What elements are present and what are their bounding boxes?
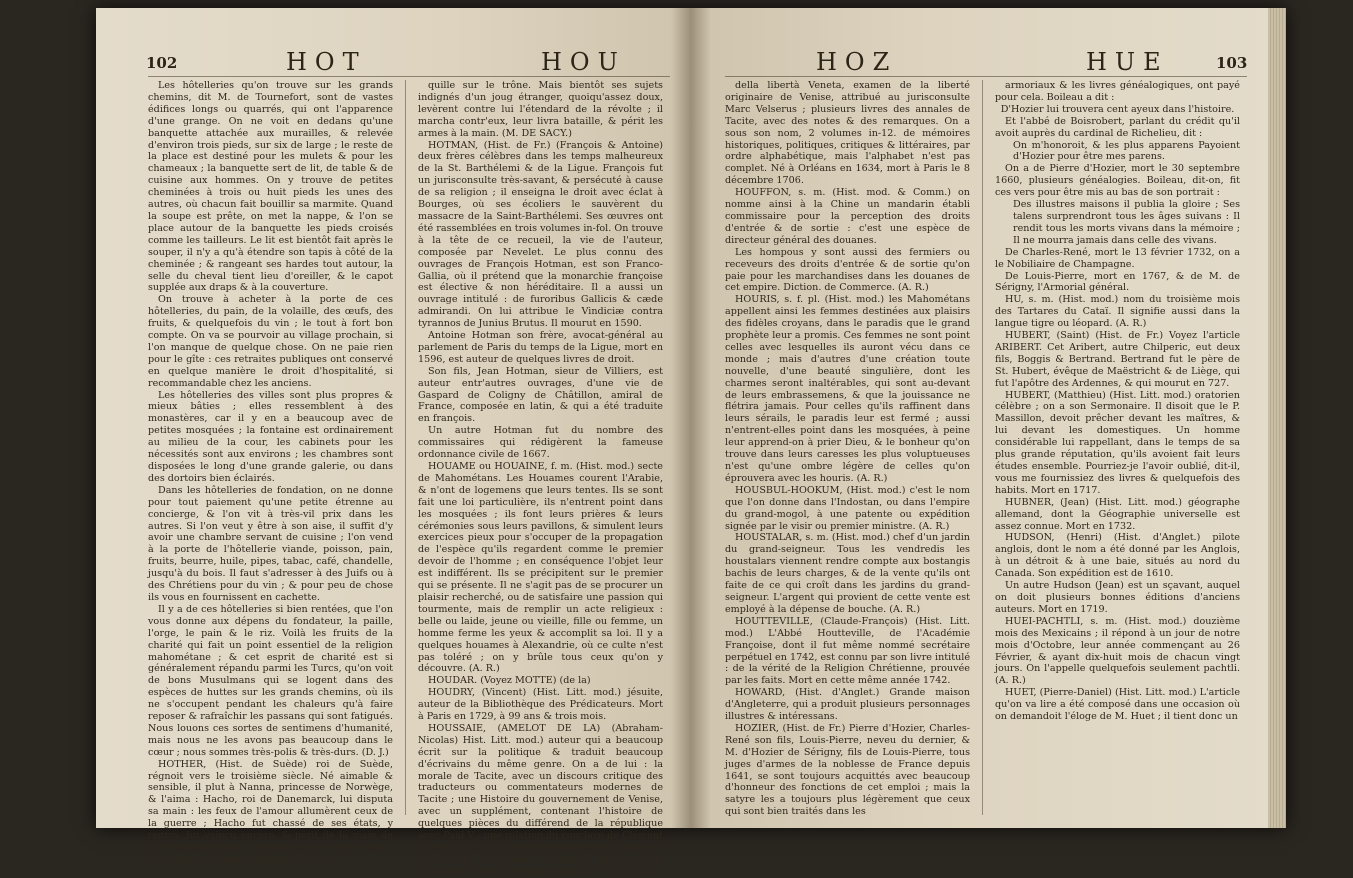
text-paragraph: HOUAME ou HOUAINE, f. m. (Hist. mod.) secte de Mahométans. Les Houames courent l'Arabie, & n'ont de logemens que leurs tentes. Ils se sont fait une loi particulière, ils n'entrent point dans les mosquées ; ils font leurs prières & leurs cérémonies sous leurs pavillons, & simulent leurs exercices pieux pour s'occuper de la propagation de l'espèce qu'ils regardent comme le premier devoir de l'homme ; en conséquence l'objet leur est indifférent. Ils se précipitent sur le premier qui se présente. Il ne s'agit pas de se procurer un plaisir recherché, ou de satisfaire une passion qui tourmente, mais de remplir un acte religieux : belle ou laide, jeune ou vieille, fille ou femme, un homme ferme les yeux & accomplit sa loi. Il y a quelques houames à Alexandrie, où ce culte n'est pas toléré ; on y brûle tous ceux qu'on y découvre. (A. R.): [418, 461, 663, 675]
text-paragraph: HOZIER, (Hist. de Fr.) Pierre d'Hozier, Charles-René son fils, Louis-Pierre, neveu du dernier, & M. d'Hozier de Sérigny, fils de Louis-Pierre, tous juges d'armes de la noblesse de France depuis 1641, se sont toujours acquittés avec beaucoup d'honneur des fonctions de cet emploi ; mais la satyre les a toujours plus légèrement que ceux qui sont bien traités dans les: [725, 722, 970, 818]
text-paragraph: armoriaux & les livres généalogiques, ont payé pour cela. Boileau a dit :: [995, 80, 1240, 103]
right-running-head-1: HOZ: [816, 48, 898, 76]
text-paragraph: De Charles-René, mort le 13 février 1732, on a le Nobiliaire de Champagne.: [995, 246, 1240, 270]
left-running-head-2: HOU: [541, 48, 626, 76]
left-page: [96, 8, 691, 877]
text-paragraph: HOURIS, s. f. pl. (Hist. mod.) les Mahométans appellent ainsi les femmes destinées aux plaisirs des fidèles croyans, dans le paradis que le grand prophète leur a promis. Ces femmes ne sont point celles avec lesquelles ils auront vécu dans ce monde ; mais d'autres d'une création toute nouvelle, d'une beauté singulière, dont les charmes seront inaltérables, qui sont au-devant de leurs embrassemens, & que la jouissance ne flétrira jamais. Pour celles qu'ils raffinent dans leurs sérails, le paradis leur est fermé ; aussi n'entrent-elles point dans les mosquées, à peine leur apprend-on à prier Dieu, & le bonheur qu'on trouve dans leurs caresses les plus voluptueuses n'est qu'une ombre légère de celles qu'on éprouvera avec les houris. (A. R.): [725, 294, 970, 484]
text-paragraph: HUEI-PACHTLI, s. m. (Hist. mod.) douzième mois des Mexicains ; il répond à un jour de notre mois d'Octobre, leur année commençant au 26 Février, & ayant dix-huit mois de chacun vingt jours. On l'appelle quelquefois seulement pachtli. (A. R.): [995, 615, 1240, 687]
text-paragraph: Les hompous y sont aussi des fermiers ou receveurs des droits d'entrée & de sortie qu'on paie pour les marchandises dans les douanes de cet empire. Diction. de Commerce. (A. R.): [725, 246, 970, 294]
text-paragraph: De Louis-Pierre, mort en 1767, & de M. de Sérigny, l'Armorial général.: [995, 270, 1240, 294]
text-paragraph: Les hôtelleries qu'on trouve sur les grands chemins, dit M. de Tournefort, sont de vastes édifices longs ou quarrés, qui ont l'apparence d'une grange. On ne voit en dedans qu'une banquette attachée aux murailles, & relevée d'environ trois pieds, sur six de large ; le reste de la place est destiné pour les mulets & pour les chameaux ; la banquette sert de lit, de table & de cuisine aux hommes. On y trouve de petites cheminées à trois ou huit pieds les unes des autres, où chacun fait bouillir sa marmite. Quand la soupe est prête, on met la nappe, & l'on se place autour de la banquette les pieds croisés comme les tailleurs. Le lit est bientôt fait après le souper, il n'y a qu'à étendre son tapis à côté de la cheminée ; & rangeant ses hardes tout autour, la selle du cheval tient lieu d'oreiller, & le capot supplée aux draps & à la couverture.: [148, 80, 393, 294]
left-column-divider: [405, 80, 406, 815]
right-column-b: [995, 80, 1240, 815]
left-page-number: 102: [146, 54, 178, 72]
text-paragraph: On m'honoroit, & les plus apparens Payoient d'Hozier pour être mes parens.: [1013, 139, 1240, 163]
text-paragraph: HOUSTALAR, s. m. (Hist. mod.) chef d'un jardin du grand-seigneur. Tous les vendredis les houstalars viennent rendre compte aux bostangis bachis de leurs charges, & de la vente qu'ils ont faite de ce qui croît dans les jardins du grand-seigneur. L'argent qui provient de cette vente est employé à la dépense de bouche. (A. R.): [725, 532, 970, 615]
text-paragraph: Des illustres maisons il publia la gloire ; Ses talens surprendront tous les âges suivans : Il rendit tous les morts vivans dans la mémoire ; Il ne mourra jamais dans celle des vivans.: [1013, 199, 1240, 246]
text-paragraph: Dans les hôtelleries de fondation, on ne donne pour tout paiement qu'une petite étrenne au concierge, & l'on vit à très-vil prix dans les autres. Si l'on veut y être à son aise, il suffit d'y avoir une chambre servant de cuisine ; l'on vend à la porte de l'hôtellerie viande, poisson, pain, fruits, beurre, huile, pipes, tabac, café, chandelle, jusqu'à du bois. Il faut s'adresser à des Juifs ou à des Chrétiens pour du vin ; & pour peu de chose ils vous en fournissent en cachette.: [148, 484, 393, 603]
text-paragraph: On a de Pierre d'Hozier, mort le 30 septembre 1660, plusieurs généalogies. Boileau, dit-on, fit ces vers pour être mis au bas de son portrait :: [995, 163, 1240, 199]
text-paragraph: Un autre Hotman fut du nombre des commissaires qui rédigèrent la fameuse ordonnance civile de 1667.: [418, 425, 663, 461]
text-paragraph: Les hôtelleries des villes sont plus propres & mieux bâties ; elles ressemblent à des monastères, car il y en a beaucoup avec de petites mosquées ; la fontaine est ordinairement au milieu de la cour, les cabinets pour les nécessités sont aux environs ; les chambres sont disposées le long d'une grande galerie, ou dans des dortoirs bien éclairés.: [148, 389, 393, 484]
text-paragraph: HUBERT, (Matthieu) (Hist. Litt. mod.) oratorien célèbre ; on a son Sermonaire. Il disoit que le P. Massillon, devoit prêcher devant les maîtres, & lui devant les domestiques. Un homme considérable lui rappellant, dans le temps de sa plus grande réputation, qu'ils avoient fait leurs études ensemble. Pourriez-je l'avoir oublié, dit-il, vous me fournissiez des livres & quelquefois des habits. Mort en 1717.: [995, 389, 1240, 496]
text-paragraph: HOUSBUL-HOOKUM, (Hist. mod.) c'est le nom que l'on donne dans l'Indostan, ou dans l'empire du grand-mogol, à une patente ou expédition signée par le visir ou premier ministre. (A. R.): [725, 484, 970, 532]
right-page: [691, 8, 1286, 828]
right-running-head-2: HUE: [1086, 48, 1169, 76]
text-paragraph: HOUSSAIE, (AMELOT DE LA) (Abraham-Nicolas) Hist. Litt. mod.) auteur qui a beaucoup écrit sur la politique & traduit beaucoup d'écrivains du même genre. On a de lui : la morale de Tacite, avec un discours critique des traducteurs ou commentateurs modernes de Tacite ; une Histoire du gouvernement de Venise, avec un supplément, contenant l'histoire de quelques pièces du différend de la république avec Paul V ; une relation du conclave de Clément X, en 1670. Il a traduit l'histoire du concile de Trente, de Fra-Paolo ; l'Homme de Cour de Balthasar Gracian, jésuite espagnol ; le Squittinio: [418, 722, 663, 877]
text-paragraph: Son fils, Jean Hotman, sieur de Villiers, est auteur entr'autres ouvrages, d'une vie de Gaspard de Coligny de Châtillon, amiral de France, composée en latin, & qui a été traduite en françois.: [418, 365, 663, 425]
text-paragraph: HUBNER, (Jean) (Hist. Litt. mod.) géographe allemand, dont la Géographie universelle est assez connue. Mort en 1732.: [995, 496, 1240, 532]
text-paragraph: HOTMAN, (Hist. de Fr.) (François & Antoine) deux frères célèbres dans les temps malheureux de la St. Barthélemi & de la Ligue. François fut un jurisconsulte très-savant, & persécuté à cause de sa religion ; il enseigna le droit avec éclat à Bourges, où ses écoliers le sauvèrent du massacre de la Saint-Barthélemi. Ses œuvres ont été rassemblées en trois volumes in-fol. On trouve à la tête de ce recueil, la vie de l'auteur, composée par Nevelet. Le plus connu des ouvrages de François Hotman, est son Franco-Gallia, où il prétend que la monarchie françoise est élective & non héréditaire. Il a aussi un ouvrage intitulé : de furoribus Gallicis & cæde admirandi. On lui attribue le Vindiciæ contra tyrannos de Junius Brutus. Il mourut en 1590.: [418, 139, 663, 330]
text-paragraph: HU, s. m. (Hist. mod.) nom du troisième mois des Tartares du Cataï. Il signifie aussi dans la langue tigre ou léopard. (A. R.): [995, 294, 1240, 330]
right-column-a: [725, 80, 970, 818]
left-page-header: [146, 48, 666, 78]
text-paragraph: On trouve à acheter à la porte de ces hôtelleries, du pain, de la volaille, des œufs, des fruits, & quelquefois du vin ; le tout à fort bon compte. On va se pourvoir au village prochain, si l'on manque de quelque chose. On ne paie rien pour le gîte : ces retraites publiques ont conservé en quelque manière le droit d'hospitalité, si recommandable chez les anciens.: [148, 294, 393, 389]
text-paragraph: HUDSON, (Henri) (Hist. d'Anglet.) pilote anglois, dont le nom a été donné par les Anglois, à un détroit & à une baie, situés au nord du Canada. Son expédition est de 1610.: [995, 532, 1240, 580]
text-paragraph: Il y a de ces hôtelleries si bien rentées, que l'on vous donne aux dépens du fondateur, la paille, l'orge, le pain & le riz. Voilà les fruits de la charité qui fait un point essentiel de la religion mahométane ; & cet esprit de charité est si généralement répandu parmi les Turcs, qu'on voit de bons Musulmans qui se logent dans des espèces de huttes sur les grands chemins, où ils ne s'occupent pendant les chaleurs qu'à faire reposer & rafraîchir les passans qui sont fatigués. Nous louons ces sortes de sentimens d'humanité, mais nous ne les avons pas beaucoup dans le cœur ; nous sommes très-polis & très-durs. (D. J.): [148, 603, 393, 758]
text-paragraph: HOUDRY, (Vincent) (Hist. Litt. mod.) jésuite, auteur de la Bibliothèque des Prédicateurs. Mort à Paris en 1729, à 99 ans & trois mois.: [418, 687, 663, 723]
text-paragraph: HUET, (Pierre-Daniel) (Hist. Litt. mod.) L'article qu'on va lire a été composé dans une occasion où on demandoit l'éloge de M. Huet ; il tient donc un: [995, 687, 1240, 723]
text-paragraph: HOUFFON, s. m. (Hist. mod. & Comm.) on nomme ainsi à la Chine un mandarin établi commissaire pour la perception des droits d'entrée & de sortie : c'est une espèce de directeur général des douanes.: [725, 187, 970, 246]
text-paragraph: Un autre Hudson (Jean) est un sçavant, auquel on doit plusieurs bonnes éditions d'anciens auteurs. Mort en 1719.: [995, 580, 1240, 615]
open-book: [96, 8, 1286, 877]
text-paragraph: HOWARD, (Hist. d'Anglet.) Grande maison d'Angleterre, qui a produit plusieurs personnages illustres & intéressans.: [725, 687, 970, 723]
right-header-rule: [725, 76, 1247, 77]
left-column-b: [418, 80, 663, 877]
text-paragraph: HOTHER, (Hist. de Suède) roi de Suède, régnoit vers le troisième siècle. Né aimable & sensible, il plut à Nanna, princesse de Norwège, & l'aima : Hacho, roi de Danemarck, lui disputa sa main : les feux de l'amour allumèrent ceux de la guerre ; Hacho fut chassé de ses états, y rentra, fut vaincu encore, & périt de la main de son heureux rival ; Fridlef eut le même sort : l'usurpateur demeura long-temps tran-: [148, 758, 393, 865]
text-paragraph: Antoine Hotman son frère, avocat-général au parlement de Paris du temps de la Ligue, mort en 1596, est auteur de quelques livres de droit.: [418, 330, 663, 365]
left-running-head-1: HOT: [286, 48, 367, 76]
text-paragraph: Et l'abbé de Boisrobert, parlant du crédit qu'il avoit auprès du cardinal de Richelieu, dit :: [995, 115, 1240, 139]
left-column-a: [148, 80, 393, 865]
left-page-columns: [148, 80, 670, 877]
left-header-rule: [148, 76, 670, 77]
right-page-header: [726, 48, 1246, 78]
text-paragraph: HOUDAR. (Voyez MOTTE) (de la): [428, 675, 591, 687]
right-page-number: 103: [1216, 54, 1248, 72]
book-edge-right: [1268, 8, 1286, 828]
text-paragraph: D'Hozier lui trouvera cent ayeux dans l'histoire.: [1000, 103, 1235, 115]
text-paragraph: HUBERT, (Saint) (Hist. de Fr.) Voyez l'article ARIBERT. Cet Aribert, autre Chilperic, eut deux fils, Boggis & Bertrand. Bertrand fut le père de St. Hubert, évêque de Maëstricht & de Liège, qui fut l'apôtre des Ardennes, & qui mourut en 727.: [995, 330, 1240, 389]
text-paragraph: quille sur le trône. Mais bientôt ses sujets indignés d'un joug étranger, quoiqu'assez doux, levèrent contre lui l'étendard de la révolte ; il marcha contr'eux, leur livra bataille, & périt les armes à la main. (M. DE SACY.): [418, 80, 663, 139]
text-paragraph: della libertà Veneta, examen de la liberté originaire de Venise, attribué au jurisconsulte Marc Velserus ; plusieurs livres des annales de Tacite, avec des notes & des remarques. On a sous son nom, 2 volumes in-12. de mémoires historiques, politiques, critiques & littéraires, par ordre alphabétique, mais l'alphabet n'est pas complet. Né à Orléans en 1634, mort à Paris le 8 décembre 1706.: [725, 80, 970, 187]
right-page-columns: [725, 80, 1247, 818]
right-column-divider: [982, 80, 983, 815]
text-paragraph: HOUTTEVILLE, (Claude-François) (Hist. Litt. mod.) L'Abbé Houtteville, de l'Académie Françoise, dont il fut même nommé secrétaire perpétuel en 1742, est connu par son livre intitulé : de la vérité de la Religion Chrétienne, prouvée par les faits. Mort en cette même année 1742.: [725, 615, 970, 687]
